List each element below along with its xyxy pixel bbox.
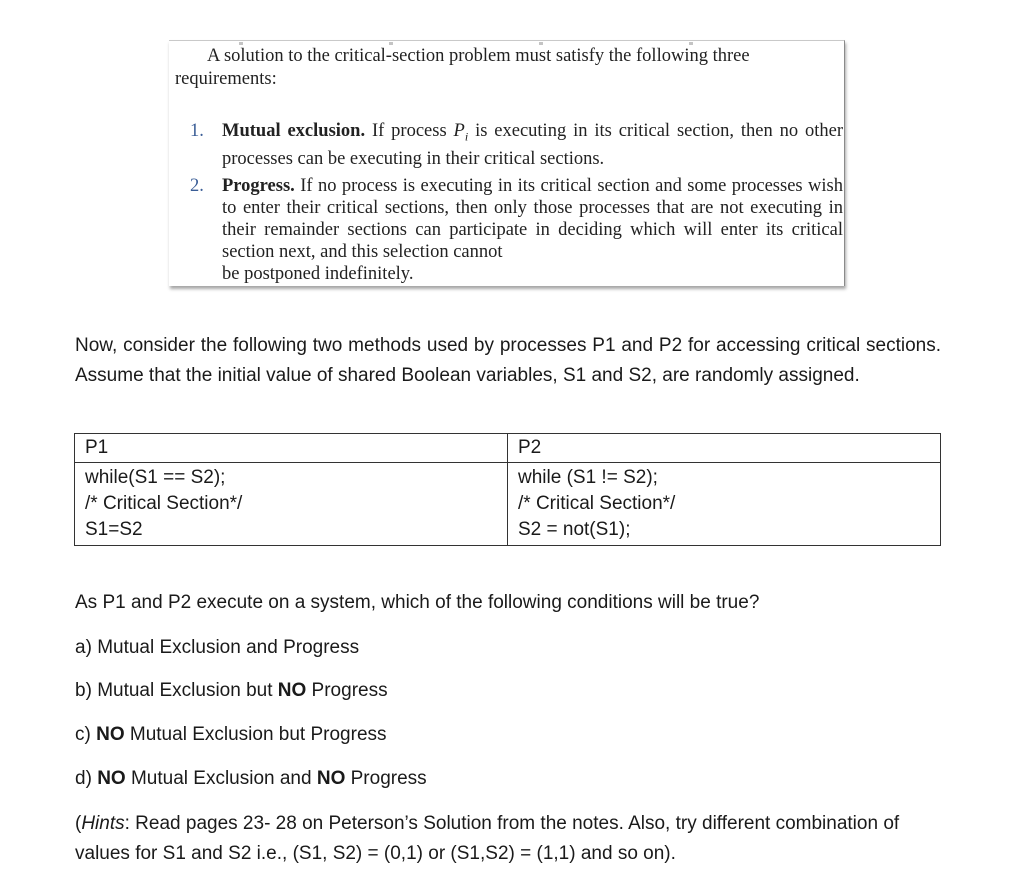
code-line: while(S1 == S2);	[85, 467, 226, 488]
option-emphasis: NO	[277, 680, 307, 701]
hint-text: (Hints: Read pages 23- 28 on Peterson’s Solution from the notes. Also, try different combination of values for S1 and S2 i.e., (S1, S2) = (0,1) or (S1,S2) = (1,1) and so on).	[75, 813, 900, 864]
option-label: a)	[75, 637, 98, 658]
process-symbol: $P_i$	[453, 121, 469, 144]
option-text: Mutual Exclusion but Progress	[124, 724, 387, 745]
code-line: S2 = not(S1);	[518, 519, 631, 540]
excerpt-intro	[175, 45, 845, 91]
option-emphasis: NO	[316, 768, 346, 789]
requirement-number: 2.	[190, 176, 204, 196]
header-p2: P2	[508, 434, 941, 463]
option-text: Mutual Exclusion but	[97, 680, 278, 701]
option-label: b)	[75, 680, 98, 701]
table-header-row	[75, 434, 941, 463]
option-label: c)	[75, 724, 97, 745]
option-c	[75, 720, 941, 750]
code-line: while (S1 != S2);	[518, 467, 658, 488]
code-line: /* Critical Section*/	[518, 493, 676, 514]
intro-paragraph: Now, consider the following two methods used by processes P1 and P2 for accessing critical sections. Assume that the initial value of shared Boolean variables, S1 and S2, are randomly assigned.	[75, 335, 941, 386]
option-b	[75, 676, 941, 706]
option-d	[75, 764, 941, 794]
header-p1: P1	[75, 434, 508, 463]
option-text: Mutual Exclusion and	[125, 768, 317, 789]
excerpt-intro-line2: requirements:	[175, 69, 277, 89]
code-line: /* Critical Section*/	[85, 493, 243, 514]
question-text: As P1 and P2 execute on a system, which of the following conditions will be true?	[75, 592, 760, 613]
option-text: Progress	[345, 768, 427, 789]
option-emphasis: NO	[96, 724, 125, 745]
requirement-text: If no process is executing in its critical section and some processes wish to enter their critical sections, then only those processes that are not executing in their remainder sections can participate in deciding which will enter its critical section next, and this selection cannot	[222, 176, 843, 262]
table-code-row	[75, 463, 941, 546]
code-line: S1=S2	[85, 519, 143, 540]
requirement-term: Progress	[222, 176, 291, 196]
requirement-text-cont: is executing in its critical section, then no other processes can be executing in their critical sections.	[222, 121, 843, 169]
requirement-term: Mutual exclusion	[222, 121, 361, 141]
hint-body: : Read pages 23- 28 on Peterson’s Solution from the notes. Also, try different combination of values for S1 and S2 i.e., (S1, S2) = (0,1) or (S1,S2) = (1,1) and so on).	[75, 813, 900, 864]
requirement-number: 1.	[190, 121, 204, 141]
p1-code-cell	[75, 463, 508, 546]
option-emphasis: NO	[97, 768, 126, 789]
option-label: d)	[75, 768, 98, 789]
excerpt-intro-line1: A solution to the critical-section problem must satisfy the following three	[207, 46, 750, 66]
requirement-text: If process	[365, 121, 454, 141]
option-a	[75, 633, 941, 663]
requirement-text-last-line: be postponed indefinitely.	[222, 264, 414, 284]
requirement-body: Progress. If no process is executing in its critical section and some processes wish to enter their critical sections, then only those processes that are not executing in their remainder sections can participate in deciding which will enter its critical section next, and this selection cannot be postponed indefinitely.	[222, 176, 843, 284]
option-text: Mutual Exclusion and Progress	[97, 637, 360, 658]
textbook-excerpt	[169, 40, 845, 286]
p2-code-cell	[508, 463, 941, 546]
hint-label: Hints	[81, 813, 125, 834]
requirement-body: Mutual exclusion. If process $P_i$ is executing in its critical section, then no other processes can be executing in their critical sections.	[222, 121, 843, 169]
methods-table	[74, 433, 941, 546]
option-text: Progress	[306, 680, 388, 701]
